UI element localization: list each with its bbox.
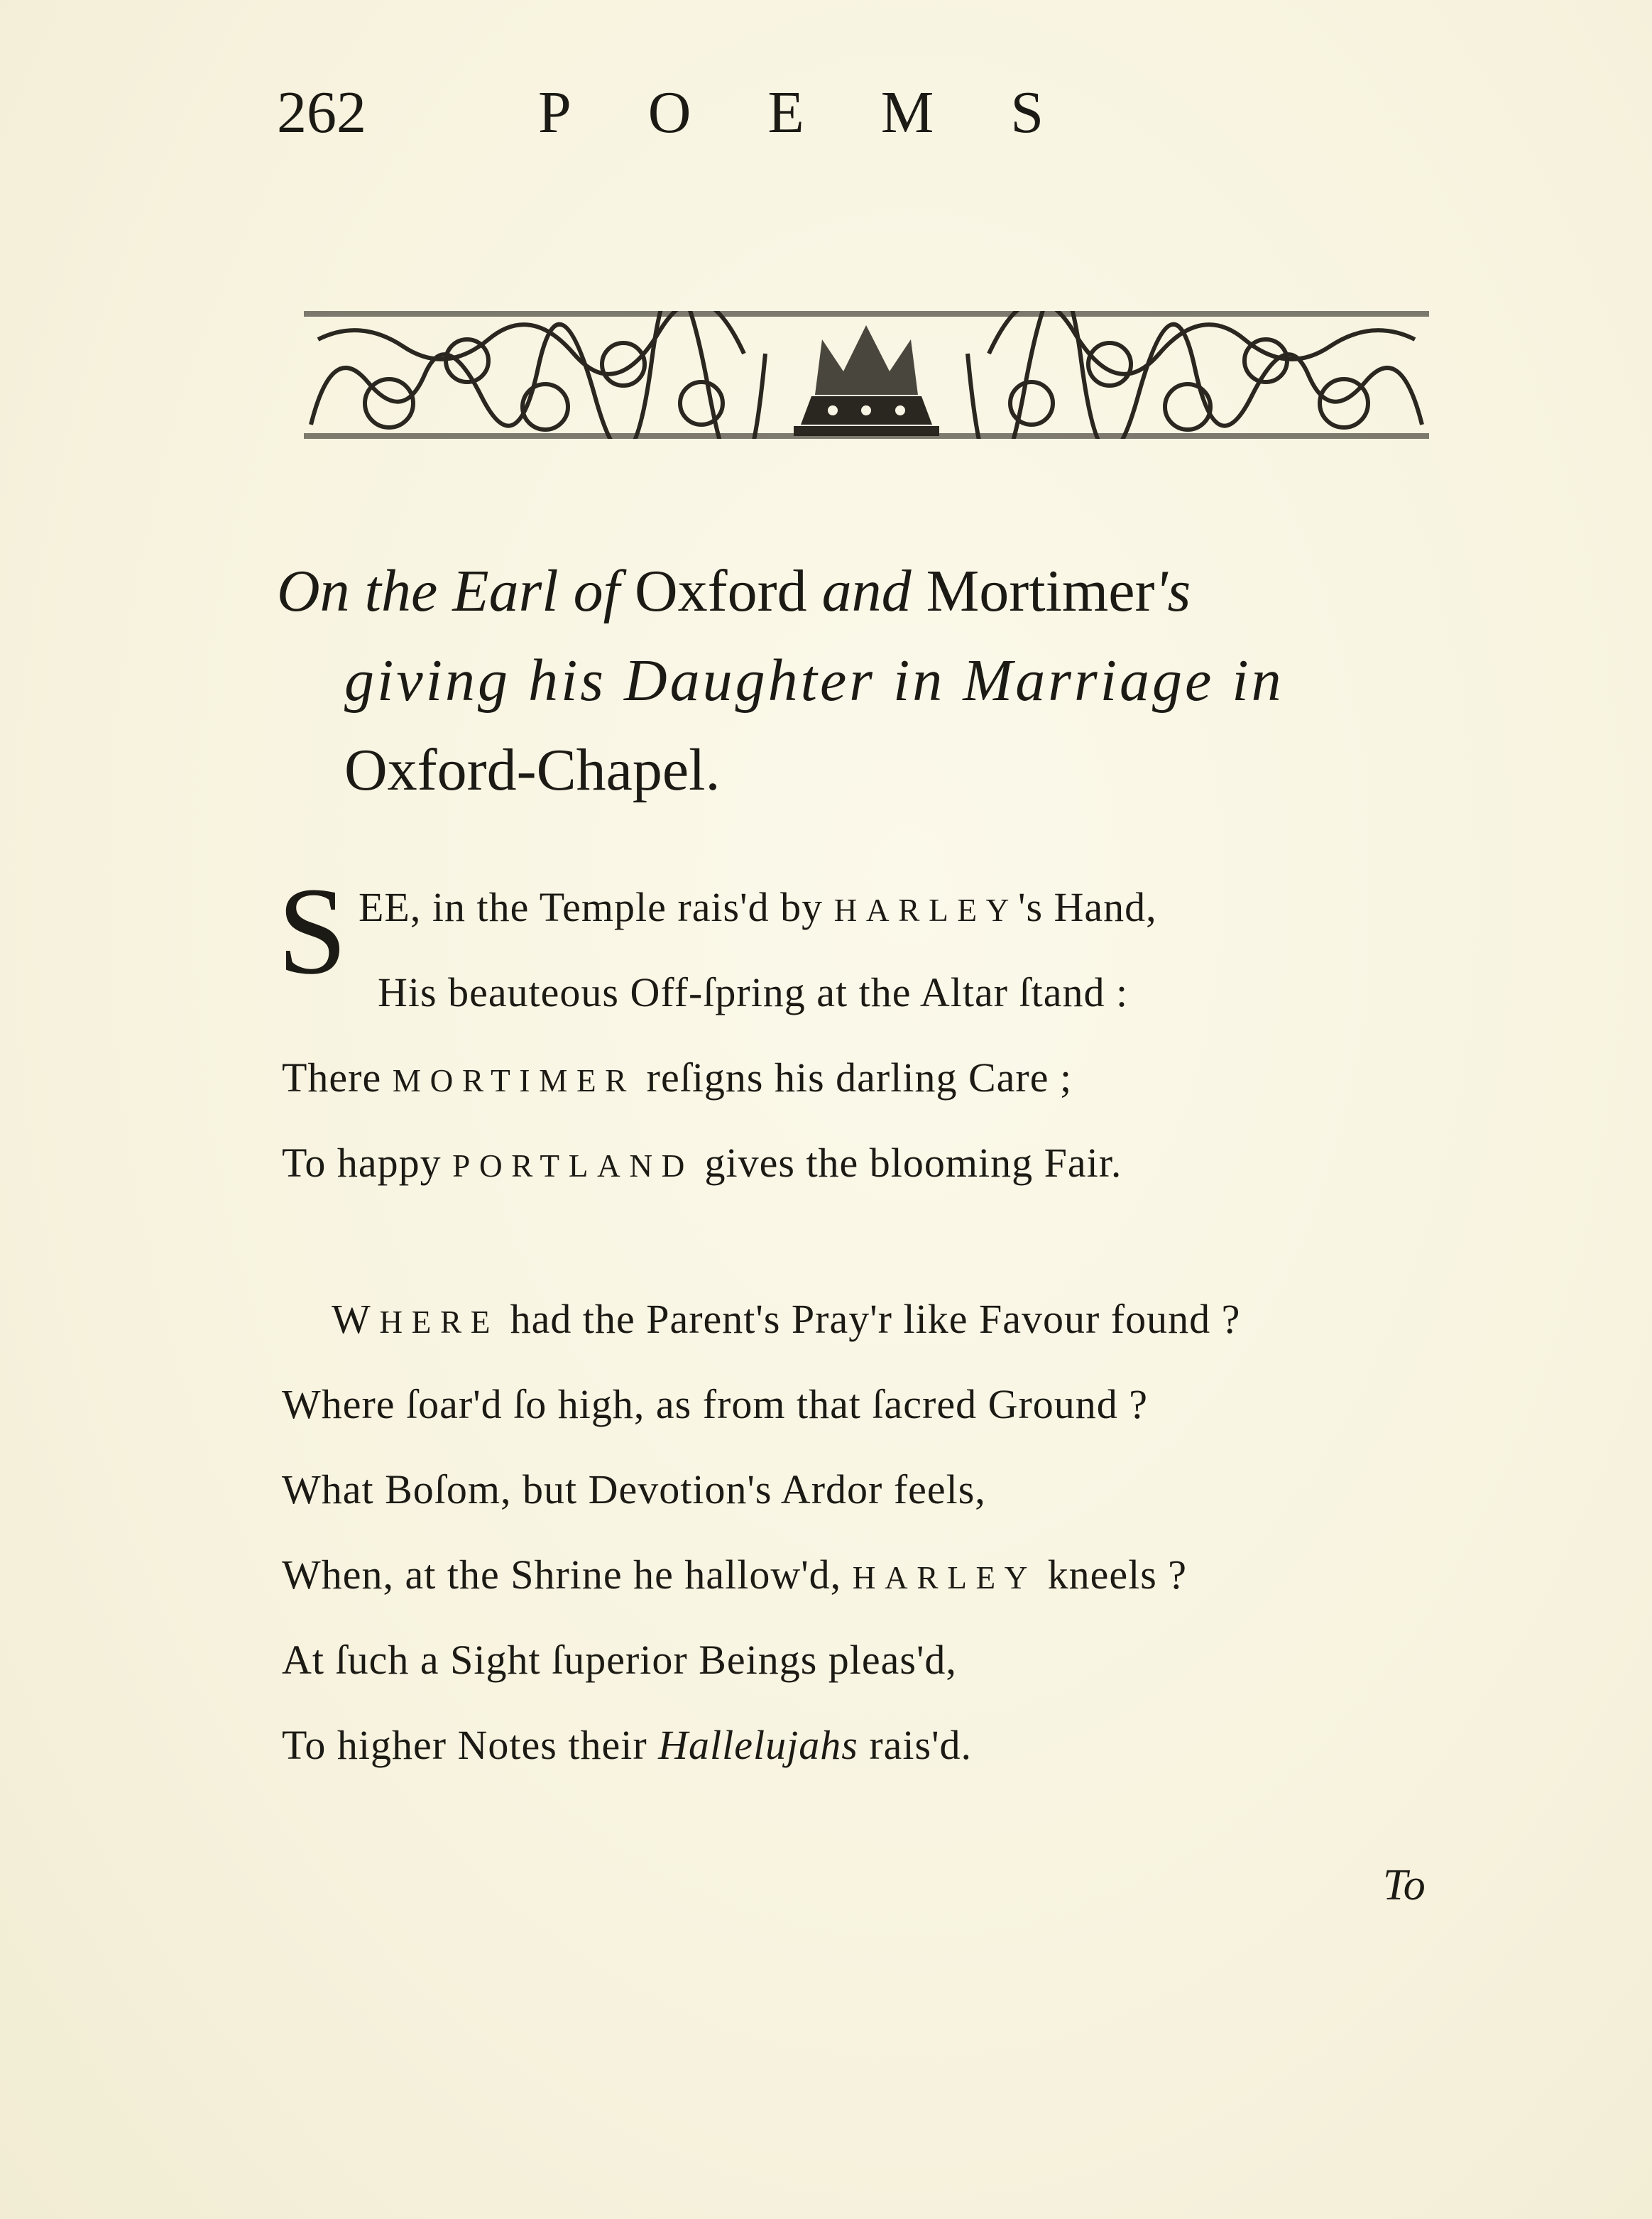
title-line	[277, 547, 1470, 636]
verse-text: To happy	[282, 1140, 442, 1186]
verse-line: At ſuch a Sight ſuperior Beings pleas'd,	[282, 1637, 957, 1683]
page-number: 262	[277, 80, 366, 146]
verse-text: There	[282, 1054, 382, 1101]
small-caps-text: HERE	[379, 1304, 500, 1340]
verse-line	[282, 1703, 1240, 1788]
proper-name: MORTIMER	[392, 1063, 636, 1098]
title-text: Oxford	[634, 558, 807, 624]
verse-line: What Boſom, but Devotion's Ardor feels,	[282, 1466, 986, 1512]
title-text: Mortimer	[926, 558, 1155, 624]
verse-line: His beauteous Off-ſpring at the Altar ſtand :	[378, 969, 1129, 1015]
verse-line: Where ſoar'd ſo high, as from that ſacred Ground ?	[282, 1381, 1149, 1427]
initial-capital: W	[332, 1296, 380, 1342]
poem-title	[277, 547, 1470, 815]
verse-line	[282, 1121, 1157, 1206]
verse-text: gives the blooming Fair.	[704, 1140, 1122, 1186]
title-text: On the Earl of	[277, 558, 620, 624]
proper-name	[332, 1296, 500, 1342]
title-line: giving his Daughter in Marriage in	[344, 648, 1284, 714]
catchword: To	[1383, 1861, 1426, 1909]
proper-name: HARLEY	[833, 893, 1019, 928]
proper-name: HARLEY	[852, 1560, 1037, 1596]
verse-text: kneels ?	[1047, 1552, 1188, 1598]
verse-text: had the Parent's Pray'r like Favour found ?	[510, 1296, 1241, 1342]
verse-line	[282, 1277, 1240, 1362]
title-line: Oxford-Chapel.	[344, 737, 721, 803]
verse-text: reſigns his darling Care ;	[646, 1054, 1073, 1101]
verse-text: 's Hand,	[1018, 884, 1157, 930]
verse-line	[282, 1035, 1157, 1121]
verse-text: When, at the Shrine he hallow'd,	[282, 1552, 842, 1598]
verse-text: To higher Notes their	[282, 1722, 647, 1768]
running-head: POEMS	[538, 80, 1121, 146]
verse-text: rais'd.	[869, 1722, 973, 1768]
italic-word: Hallelujahs	[658, 1722, 858, 1768]
proper-name: PORTLAND	[452, 1148, 694, 1184]
title-text: and	[821, 558, 912, 624]
drop-cap: S	[278, 862, 348, 1001]
verse-line	[282, 865, 1157, 950]
stanza	[282, 1277, 1240, 1788]
stanza	[278, 862, 1157, 1206]
crowned-scrollwork-headpiece-icon	[304, 311, 1429, 439]
verse-line	[282, 1532, 1240, 1618]
title-text: 's	[1154, 558, 1191, 624]
verse-text: EE, in the Temple rais'd by	[359, 884, 824, 930]
